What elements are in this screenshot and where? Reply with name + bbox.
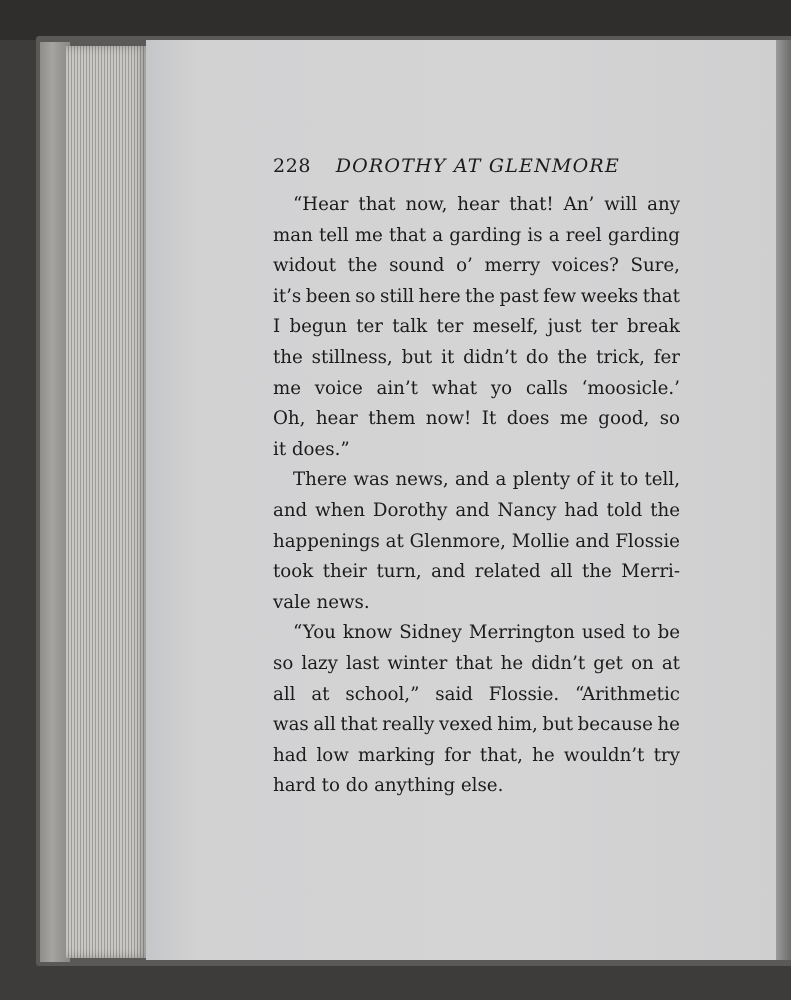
text-line: man tell me that a garding is a reel garding xyxy=(273,224,680,246)
text-line: it does.” xyxy=(273,438,350,460)
text-line: all at school,” said Flossie. “Arithmetic xyxy=(273,683,680,705)
text-line: me voice ain’t what yo calls ‘moosicle.’ xyxy=(273,377,680,399)
running-header xyxy=(273,155,620,177)
page-number: 228 xyxy=(273,155,312,177)
background xyxy=(0,0,791,40)
text-line: took their turn, and related all the Merri- xyxy=(273,561,680,583)
text-line: and when Dorothy and Nancy had told the xyxy=(273,499,680,521)
text-line: it’s been so still here the past few weeks that xyxy=(273,285,680,307)
running-title: DOROTHY AT GLENMORE xyxy=(335,155,620,177)
text-line: “You know Sidney Merrington used to be xyxy=(293,622,680,644)
text-line: was all that really vexed him, but because he xyxy=(273,714,680,736)
text-line: vale news. xyxy=(273,591,370,613)
text-line: hard to do anything else. xyxy=(273,775,504,797)
gutter-shadow xyxy=(776,40,791,960)
text-line: happenings at Glenmore, Mollie and Flossie xyxy=(273,530,680,552)
text-line: so lazy last winter that he didn’t get on at xyxy=(273,652,680,674)
text-line: “Hear that now, hear that! An’ will any xyxy=(293,194,680,215)
text-line: had low marking for that, he wouldn’t try xyxy=(273,744,680,766)
page-edges xyxy=(66,46,148,958)
text-line: the stillness, but it didn’t do the trick, fer xyxy=(273,346,680,368)
text-line: There was news, and a plenty of it to tell, xyxy=(293,469,680,491)
text-line: I begun ter talk ter meself, just ter break xyxy=(273,316,680,338)
text-line: Oh, hear them now! It does me good, so xyxy=(273,408,680,430)
body-text xyxy=(273,190,680,802)
text-line: widout the sound o’ merry voices? Sure, xyxy=(273,255,680,277)
